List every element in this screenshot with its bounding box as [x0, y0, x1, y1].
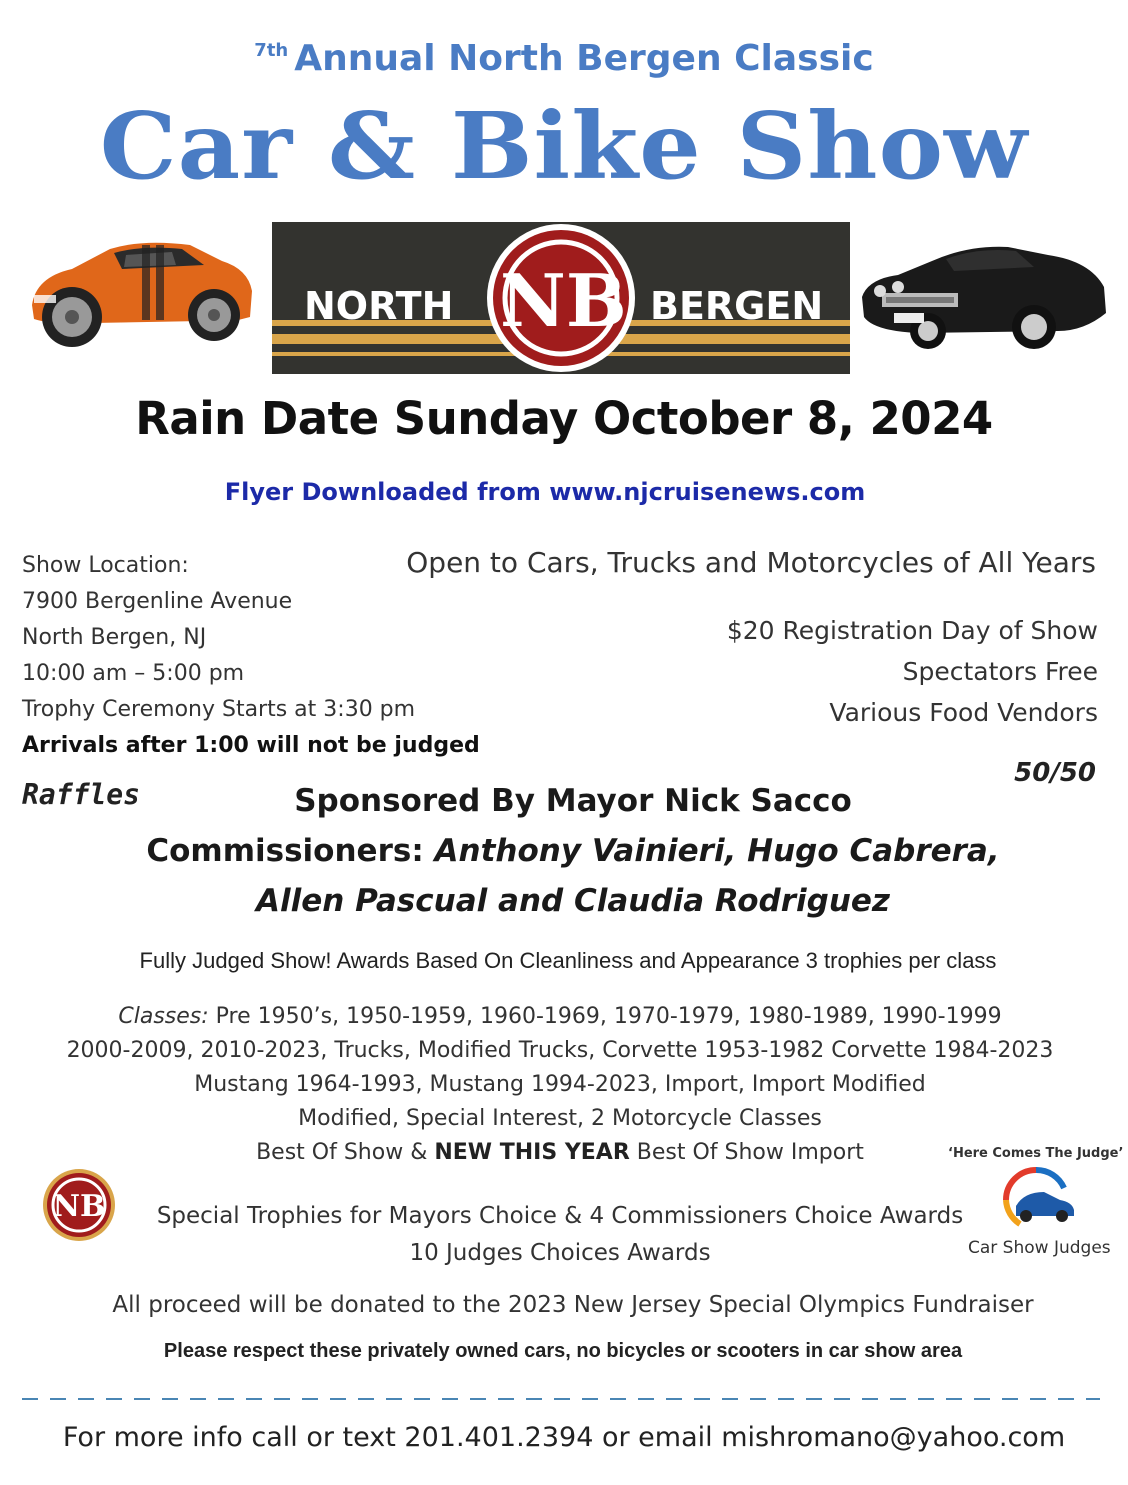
show-hours: 10:00 am – 5:00 pm — [22, 661, 245, 686]
logo-monogram: NB — [500, 258, 627, 343]
black-classic-car-image — [858, 235, 1110, 360]
special-trophies: Special Trophies for Mayors Choice & 4 Commissioners Choice Awards — [156, 1203, 964, 1229]
contact-info: For more info call or text 201.401.2394 or email mishromano@yahoo.com — [62, 1422, 1066, 1453]
logo-north-word: NORTH — [304, 284, 454, 328]
classes-label: Classes: — [118, 1004, 209, 1029]
judged-show-line: Fully Judged Show! Awards Based On Cleanliness and Appearance 3 trophies per class — [139, 948, 997, 973]
registration-fee: $20 Registration Day of Show — [726, 616, 1098, 645]
trophy-ceremony: Trophy Ceremony Starts at 3:30 pm — [22, 697, 416, 722]
show-location-block — [22, 548, 480, 764]
classes-block — [0, 1000, 1120, 1170]
commissioners-line1 — [0, 826, 1128, 876]
new-this-year: NEW THIS YEAR — [434, 1140, 630, 1165]
commissioners-label: Commissioners: — [146, 833, 424, 869]
judges-tagline: ‘Here Comes The Judge’ — [948, 1146, 1124, 1161]
sponsor-mayor: Sponsored By Mayor Nick Sacco — [294, 783, 852, 819]
location-street: 7900 Bergenline Avenue — [22, 589, 293, 614]
spectators-free: Spectators Free — [902, 657, 1098, 686]
classes-line3: Mustang 1964-1993, Mustang 1994-2023, Import, Import Modified — [194, 1072, 926, 1097]
open-to-line: Open to Cars, Trucks and Motorcycles of All Years — [406, 546, 1096, 579]
arrivals-note: Arrivals after 1:00 will not be judged — [22, 733, 480, 758]
proceeds-line: All proceed will be donated to the 2023 New Jersey Special Olympics Fundraiser — [112, 1292, 1034, 1318]
location-label: Show Location: — [22, 553, 189, 578]
special-trophies-block — [0, 1198, 1120, 1272]
commissioners-line2 — [0, 876, 1128, 926]
ordinal: 7th — [254, 40, 289, 61]
respect-notice: Please respect these privately owned cars, no bicycles or scooters in car show area — [163, 1340, 963, 1362]
classes-line4: Modified, Special Interest, 2 Motorcycle Classes — [298, 1106, 822, 1131]
sponsor-block — [0, 776, 1128, 926]
food-vendors: Various Food Vendors — [829, 698, 1098, 727]
location-city: North Bergen, NJ — [22, 625, 207, 650]
flyer-source-link[interactable]: Flyer Downloaded from www.njcruisenews.com — [224, 478, 866, 506]
logo-bergen-word: BERGEN — [650, 284, 824, 328]
raffles-label: Raffles — [22, 778, 141, 811]
fees-block — [727, 610, 1098, 733]
classes-line1: Classes: Pre 1950’s, 1950-1959, 1960-1969, 1970-1979, 1980-1989, 1990-1999 — [118, 1004, 1002, 1029]
orange-car-image — [22, 225, 257, 350]
north-bergen-logo-banner — [272, 222, 850, 374]
show-title: Car & Bike Show — [99, 92, 1029, 200]
annual-title-text: Annual North Bergen Classic — [294, 38, 874, 79]
annual-title — [0, 38, 1128, 79]
judges-choices: 10 Judges Choices Awards — [409, 1240, 711, 1266]
dashed-divider — [22, 1398, 1100, 1400]
rain-date: Rain Date Sunday October 8, 2024 — [135, 392, 993, 445]
fifty-fifty-label: 50/50 — [1014, 758, 1096, 788]
commissioners-names-1: Anthony Vainieri, Hugo Cabrera, — [434, 833, 1000, 869]
classes-line2: 2000-2009, 2010-2023, Trucks, Modified Trucks, Corvette 1953-1982 Corvette 1984-2023 — [66, 1038, 1054, 1063]
classes-line5: Best Of Show & NEW THIS YEAR Best Of Show Import — [256, 1140, 864, 1165]
judges-name: Car Show Judges — [968, 1238, 1111, 1258]
svg-text:NB: NB — [52, 1189, 106, 1224]
commissioners-names-2: Allen Pascual and Claudia Rodriguez — [256, 883, 890, 919]
